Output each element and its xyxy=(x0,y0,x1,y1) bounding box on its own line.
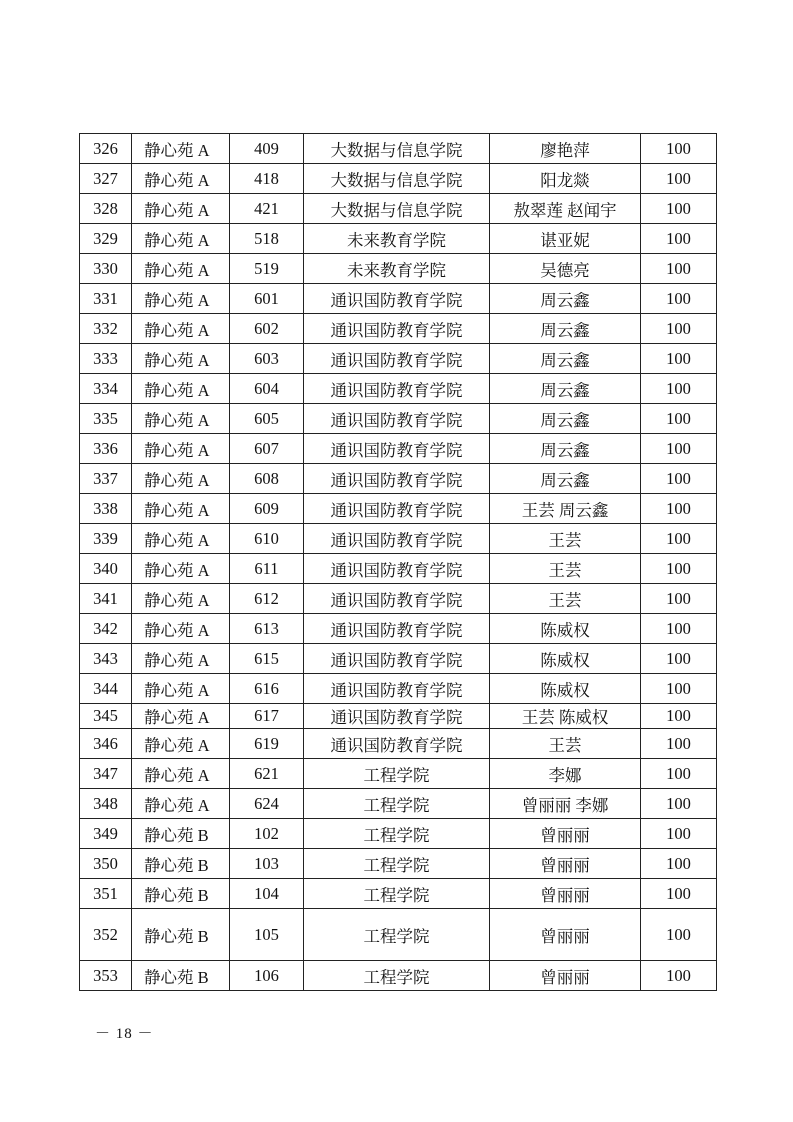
score: 100 xyxy=(641,614,717,644)
building: 静心苑 A xyxy=(132,644,230,674)
table-row xyxy=(80,759,717,789)
table-row xyxy=(80,344,717,374)
room-number: 602 xyxy=(230,314,304,344)
teacher-name: 周云鑫 xyxy=(490,314,641,344)
teacher-name: 曾丽丽 李娜 xyxy=(490,789,641,819)
table-row xyxy=(80,254,717,284)
row-number: 350 xyxy=(80,849,132,879)
teacher-name: 阳龙燚 xyxy=(490,164,641,194)
table-row xyxy=(80,584,717,614)
row-number: 345 xyxy=(80,704,132,729)
teacher-name: 周云鑫 xyxy=(490,404,641,434)
room-number: 518 xyxy=(230,224,304,254)
teacher-name: 吴德亮 xyxy=(490,254,641,284)
building: 静心苑 A xyxy=(132,584,230,614)
score: 100 xyxy=(641,879,717,909)
building: 静心苑 A xyxy=(132,404,230,434)
room-number: 601 xyxy=(230,284,304,314)
building: 静心苑 A xyxy=(132,674,230,704)
teacher-name: 曾丽丽 xyxy=(490,961,641,991)
score: 100 xyxy=(641,254,717,284)
building: 静心苑 B xyxy=(132,909,230,961)
room-number: 604 xyxy=(230,374,304,404)
table-row xyxy=(80,494,717,524)
table-row xyxy=(80,729,717,759)
college: 通识国防教育学院 xyxy=(304,494,490,524)
teacher-name: 王芸 xyxy=(490,524,641,554)
room-number: 103 xyxy=(230,849,304,879)
row-number: 344 xyxy=(80,674,132,704)
building: 静心苑 A xyxy=(132,729,230,759)
college: 工程学院 xyxy=(304,849,490,879)
table-row xyxy=(80,674,717,704)
row-number: 328 xyxy=(80,194,132,224)
teacher-name: 周云鑫 xyxy=(490,284,641,314)
building: 静心苑 A xyxy=(132,254,230,284)
score: 100 xyxy=(641,284,717,314)
building: 静心苑 A xyxy=(132,554,230,584)
college: 通识国防教育学院 xyxy=(304,644,490,674)
college: 通识国防教育学院 xyxy=(304,524,490,554)
score: 100 xyxy=(641,314,717,344)
row-number: 341 xyxy=(80,584,132,614)
score: 100 xyxy=(641,849,717,879)
building: 静心苑 A xyxy=(132,524,230,554)
score: 100 xyxy=(641,644,717,674)
score: 100 xyxy=(641,729,717,759)
table-row xyxy=(80,464,717,494)
college: 工程学院 xyxy=(304,879,490,909)
score: 100 xyxy=(641,584,717,614)
score: 100 xyxy=(641,961,717,991)
college: 通识国防教育学院 xyxy=(304,614,490,644)
row-number: 338 xyxy=(80,494,132,524)
room-number: 613 xyxy=(230,614,304,644)
building: 静心苑 B xyxy=(132,961,230,991)
college: 通识国防教育学院 xyxy=(304,434,490,464)
building: 静心苑 A xyxy=(132,374,230,404)
row-number: 331 xyxy=(80,284,132,314)
college: 通识国防教育学院 xyxy=(304,344,490,374)
table-row xyxy=(80,434,717,464)
table-row xyxy=(80,879,717,909)
row-number: 352 xyxy=(80,909,132,961)
table-row xyxy=(80,134,717,164)
table-row xyxy=(80,404,717,434)
room-number: 421 xyxy=(230,194,304,224)
building: 静心苑 A xyxy=(132,164,230,194)
building: 静心苑 A xyxy=(132,284,230,314)
college: 未来教育学院 xyxy=(304,254,490,284)
teacher-name: 谌亚妮 xyxy=(490,224,641,254)
score: 100 xyxy=(641,404,717,434)
table-row xyxy=(80,194,717,224)
teacher-name: 王芸 周云鑫 xyxy=(490,494,641,524)
building: 静心苑 B xyxy=(132,849,230,879)
table-row xyxy=(80,224,717,254)
row-number: 340 xyxy=(80,554,132,584)
table-row xyxy=(80,704,717,729)
building: 静心苑 A xyxy=(132,224,230,254)
room-number: 619 xyxy=(230,729,304,759)
table-row xyxy=(80,909,717,961)
score: 100 xyxy=(641,344,717,374)
college: 工程学院 xyxy=(304,819,490,849)
row-number: 332 xyxy=(80,314,132,344)
room-number: 106 xyxy=(230,961,304,991)
score: 100 xyxy=(641,374,717,404)
building: 静心苑 A xyxy=(132,314,230,344)
college: 通识国防教育学院 xyxy=(304,284,490,314)
building: 静心苑 A xyxy=(132,134,230,164)
teacher-name: 周云鑫 xyxy=(490,434,641,464)
college: 通识国防教育学院 xyxy=(304,704,490,729)
college: 通识国防教育学院 xyxy=(304,729,490,759)
college: 未来教育学院 xyxy=(304,224,490,254)
teacher-name: 敖翠莲 赵闻宇 xyxy=(490,194,641,224)
teacher-name: 王芸 xyxy=(490,729,641,759)
row-number: 346 xyxy=(80,729,132,759)
table-row xyxy=(80,374,717,404)
row-number: 351 xyxy=(80,879,132,909)
teacher-name: 陈威权 xyxy=(490,614,641,644)
college: 大数据与信息学院 xyxy=(304,194,490,224)
table-row xyxy=(80,819,717,849)
room-number: 607 xyxy=(230,434,304,464)
room-number: 102 xyxy=(230,819,304,849)
room-number: 612 xyxy=(230,584,304,614)
college: 通识国防教育学院 xyxy=(304,314,490,344)
teacher-name: 曾丽丽 xyxy=(490,849,641,879)
row-number: 330 xyxy=(80,254,132,284)
dormitory-table xyxy=(79,133,717,991)
row-number: 333 xyxy=(80,344,132,374)
table-row xyxy=(80,961,717,991)
row-number: 343 xyxy=(80,644,132,674)
room-number: 104 xyxy=(230,879,304,909)
row-number: 342 xyxy=(80,614,132,644)
table-row xyxy=(80,789,717,819)
score: 100 xyxy=(641,524,717,554)
college: 工程学院 xyxy=(304,759,490,789)
room-number: 624 xyxy=(230,789,304,819)
score: 100 xyxy=(641,134,717,164)
score: 100 xyxy=(641,434,717,464)
score: 100 xyxy=(641,704,717,729)
room-number: 409 xyxy=(230,134,304,164)
room-number: 616 xyxy=(230,674,304,704)
table-row xyxy=(80,284,717,314)
score: 100 xyxy=(641,224,717,254)
room-number: 105 xyxy=(230,909,304,961)
building: 静心苑 A xyxy=(132,344,230,374)
teacher-name: 王芸 xyxy=(490,584,641,614)
building: 静心苑 A xyxy=(132,704,230,729)
table-row xyxy=(80,614,717,644)
building: 静心苑 A xyxy=(132,194,230,224)
teacher-name: 曾丽丽 xyxy=(490,819,641,849)
teacher-name: 陈威权 xyxy=(490,674,641,704)
row-number: 334 xyxy=(80,374,132,404)
score: 100 xyxy=(641,164,717,194)
row-number: 353 xyxy=(80,961,132,991)
college: 通识国防教育学院 xyxy=(304,404,490,434)
building: 静心苑 A xyxy=(132,759,230,789)
room-number: 621 xyxy=(230,759,304,789)
room-number: 609 xyxy=(230,494,304,524)
score: 100 xyxy=(641,464,717,494)
teacher-name: 周云鑫 xyxy=(490,374,641,404)
score: 100 xyxy=(641,789,717,819)
college: 大数据与信息学院 xyxy=(304,134,490,164)
building: 静心苑 A xyxy=(132,434,230,464)
row-number: 337 xyxy=(80,464,132,494)
page-number: － 18 － xyxy=(95,1026,154,1042)
row-number: 326 xyxy=(80,134,132,164)
college: 通识国防教育学院 xyxy=(304,674,490,704)
building: 静心苑 A xyxy=(132,494,230,524)
score: 100 xyxy=(641,909,717,961)
table-row xyxy=(80,524,717,554)
row-number: 348 xyxy=(80,789,132,819)
room-number: 608 xyxy=(230,464,304,494)
table-row xyxy=(80,849,717,879)
teacher-name: 陈威权 xyxy=(490,644,641,674)
college: 通识国防教育学院 xyxy=(304,374,490,404)
room-number: 519 xyxy=(230,254,304,284)
teacher-name: 王芸 陈威权 xyxy=(490,704,641,729)
room-number: 603 xyxy=(230,344,304,374)
score: 100 xyxy=(641,759,717,789)
room-number: 610 xyxy=(230,524,304,554)
table-body xyxy=(80,134,717,991)
table-row xyxy=(80,554,717,584)
row-number: 327 xyxy=(80,164,132,194)
row-number: 329 xyxy=(80,224,132,254)
teacher-name: 李娜 xyxy=(490,759,641,789)
score: 100 xyxy=(641,819,717,849)
college: 工程学院 xyxy=(304,789,490,819)
row-number: 347 xyxy=(80,759,132,789)
building: 静心苑 A xyxy=(132,464,230,494)
table-row xyxy=(80,314,717,344)
row-number: 339 xyxy=(80,524,132,554)
teacher-name: 王芸 xyxy=(490,554,641,584)
row-number: 349 xyxy=(80,819,132,849)
building: 静心苑 A xyxy=(132,789,230,819)
college: 大数据与信息学院 xyxy=(304,164,490,194)
score: 100 xyxy=(641,554,717,584)
teacher-name: 曾丽丽 xyxy=(490,909,641,961)
row-number: 335 xyxy=(80,404,132,434)
score: 100 xyxy=(641,494,717,524)
table-row xyxy=(80,644,717,674)
building: 静心苑 A xyxy=(132,614,230,644)
room-number: 617 xyxy=(230,704,304,729)
college: 通识国防教育学院 xyxy=(304,554,490,584)
building: 静心苑 B xyxy=(132,879,230,909)
college: 工程学院 xyxy=(304,909,490,961)
room-number: 611 xyxy=(230,554,304,584)
teacher-name: 廖艳萍 xyxy=(490,134,641,164)
teacher-name: 曾丽丽 xyxy=(490,879,641,909)
score: 100 xyxy=(641,194,717,224)
college: 工程学院 xyxy=(304,961,490,991)
score: 100 xyxy=(641,674,717,704)
college: 通识国防教育学院 xyxy=(304,584,490,614)
college: 通识国防教育学院 xyxy=(304,464,490,494)
row-number: 336 xyxy=(80,434,132,464)
teacher-name: 周云鑫 xyxy=(490,464,641,494)
room-number: 605 xyxy=(230,404,304,434)
room-number: 418 xyxy=(230,164,304,194)
room-number: 615 xyxy=(230,644,304,674)
table-row xyxy=(80,164,717,194)
teacher-name: 周云鑫 xyxy=(490,344,641,374)
building: 静心苑 B xyxy=(132,819,230,849)
